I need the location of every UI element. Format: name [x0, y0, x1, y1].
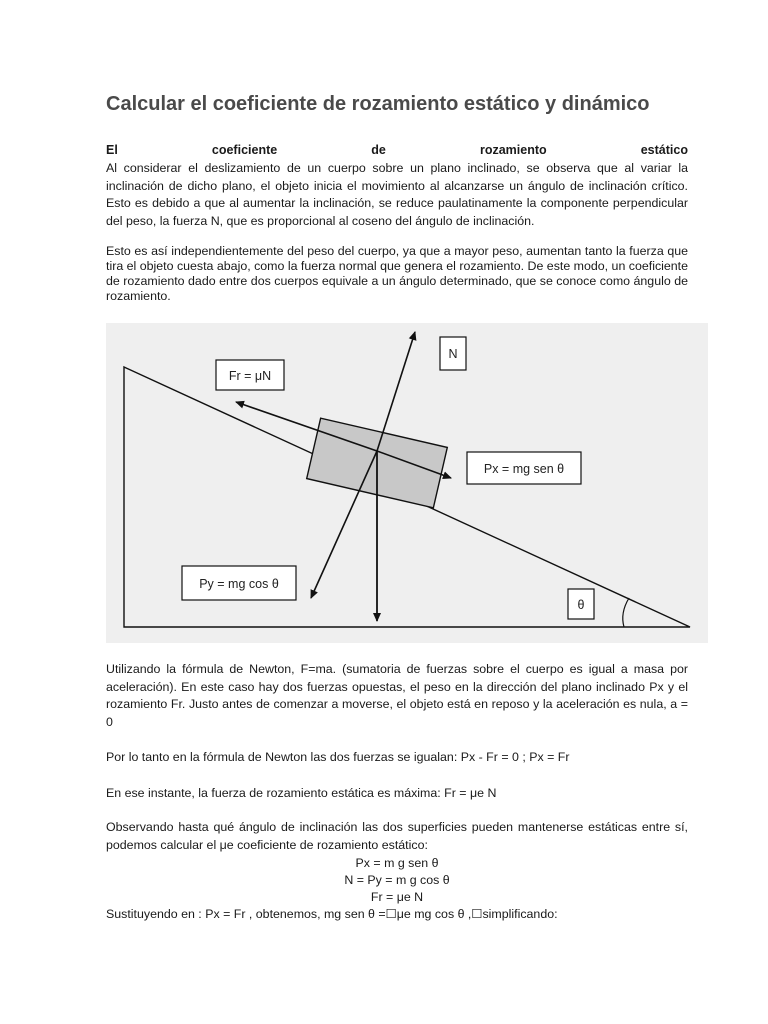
equation-fr: Fr = μe N	[370, 890, 424, 904]
paragraph-observing: Observando hasta qué ángulo de inclinación las dos superficies pueden mantenerse estáticas entre sí, podemos calcular el μe coeficiente de rozamiento estático:	[106, 820, 688, 852]
paragraph-newton: Utilizando la fórmula de Newton, F=ma. (sumatoria de fuerzas sobre el cuerpo es igual a masa por aceleración). En este caso hay dos fuerzas opuestas, el peso en la dirección del plano inclinado Px y el rozamiento Fr. Justo antes de comenzar a moverse, el objeto está en reposo y la aceleración es nula, a = 0	[106, 662, 688, 729]
subheading-word: rozamiento	[479, 143, 547, 157]
subheading-word: coeficiente	[211, 143, 278, 157]
paragraph-independence: Esto es así independientemente del peso del cuerpo, ya que a mayor peso, aumentan tanto la fuerza que tira el objeto cuesta abajo, como la fuerza normal que genera el rozamiento. De este modo, un coeficiente de rozamiento dado entre dos cuerpos equivale a un ángulo determinado, que se conoce como ángulo de rozamiento.	[106, 244, 689, 303]
inclined-plane-diagram	[106, 323, 708, 643]
page-title: Calcular el coeficiente de rozamiento estático y dinámico	[106, 93, 650, 115]
diagram-svg	[106, 323, 708, 643]
label-py: Py = mg cos θ	[199, 577, 279, 591]
paragraph-substitution: Sustituyendo en : Px = Fr , obtenemos, mg sen θ =☐μe mg cos θ ,☐simplificando:	[106, 907, 558, 921]
label-angle: θ	[577, 598, 585, 612]
label-px: Px = mg sen θ	[483, 462, 565, 476]
paragraph-forces-equal: Por lo tanto en la fórmula de Newton las dos fuerzas se igualan: Px - Fr = 0 ; Px = Fr	[106, 750, 570, 764]
normal-arrow	[377, 332, 415, 451]
equation-px: Px = m g sen θ	[355, 856, 439, 870]
paragraph-max-static: En ese instante, la fuerza de rozamiento estática es máxima: Fr = μe N	[106, 786, 497, 800]
subheading-word: de	[371, 143, 386, 157]
subheading-word: El	[106, 143, 118, 157]
subheading-word: estático	[640, 143, 688, 157]
label-normal-box	[440, 337, 466, 370]
section-subheading	[106, 143, 688, 158]
label-py-box	[182, 566, 296, 600]
label-friction: Fr = μN	[228, 369, 272, 383]
label-friction-box	[216, 360, 284, 390]
label-normal: N	[448, 347, 458, 361]
angle-arc	[623, 598, 629, 627]
label-px-box	[467, 452, 581, 484]
equation-n: N = Py = m g cos θ	[344, 873, 450, 887]
paragraph-intro: Al considerar el deslizamiento de un cuerpo sobre un plano inclinado, se observa que al variar la inclinación de dicho plano, el objeto inicia el movimiento al alcanzarse un ángulo de inclinación crítico. Esto es debido a que al aumentar la inclinación, se reduce paulatinamente la componente perpendicular del peso, la fuerza N, que es proporcional al coseno del ángulo de inclinación.	[106, 161, 688, 228]
label-angle-box	[568, 589, 594, 619]
